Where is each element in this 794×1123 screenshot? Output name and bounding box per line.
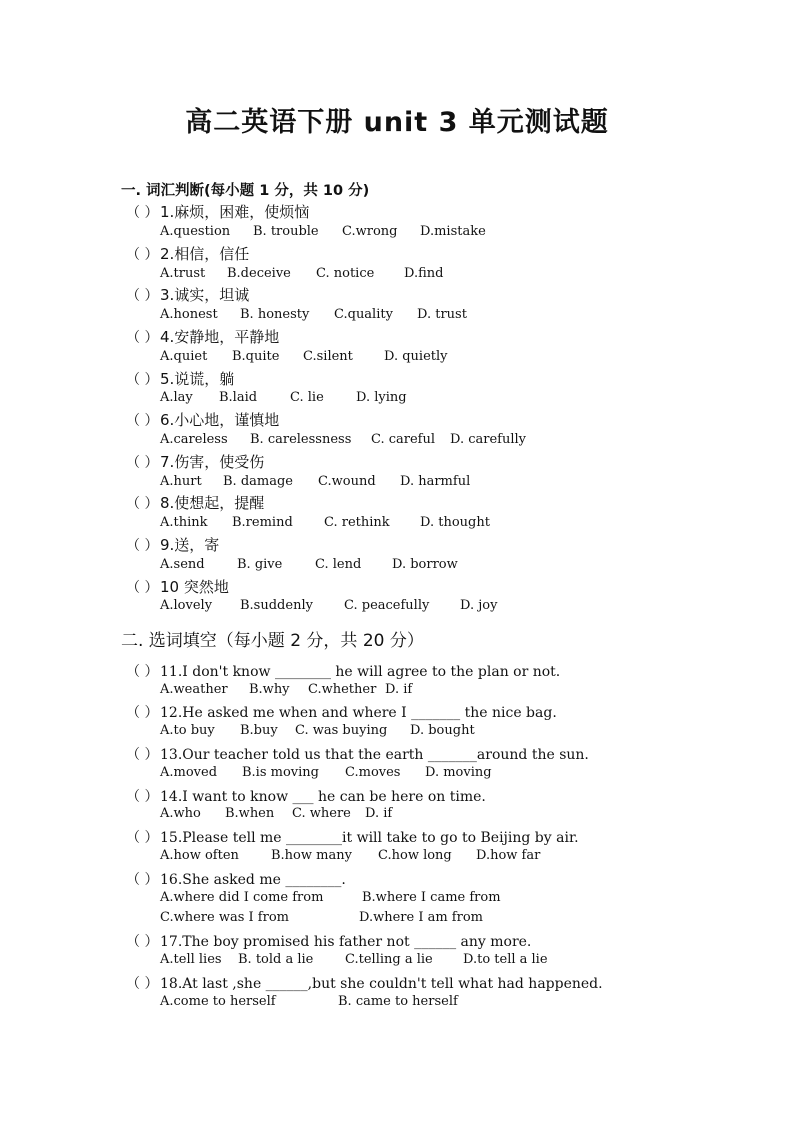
option-d: D. if <box>365 806 393 821</box>
option-b: B.remind <box>232 515 293 530</box>
option-a: A.where did I come from <box>160 890 324 905</box>
option-b: B.buy <box>240 723 278 738</box>
question-stem: 8.使想起，提醒 <box>160 494 265 512</box>
option-c: C. where <box>292 806 351 821</box>
option-b: B. trouble <box>253 224 319 239</box>
answer-bracket[interactable]: （ ） <box>126 789 159 805</box>
option-b: B. honesty <box>240 307 310 322</box>
question-stem: 5.说谎，躺 <box>160 370 235 388</box>
option-d: D. thought <box>420 515 490 530</box>
question-stem: 11.I don't know ________ he will agree to the plan or not. <box>160 664 561 680</box>
answer-bracket[interactable]: （ ） <box>126 288 159 304</box>
option-a: A.weather <box>160 682 228 697</box>
option-d: D. if <box>385 682 413 697</box>
option-d: D. carefully <box>450 432 527 447</box>
option-b: B.suddenly <box>240 598 313 613</box>
option-c: C. notice <box>316 266 375 281</box>
option-a: A.think <box>160 515 208 530</box>
option-b: B.deceive <box>227 266 291 281</box>
question-stem: 17.The boy promised his father not ______ any more. <box>160 934 532 950</box>
question-stem: 1.麻烦，困难，使烦恼 <box>160 203 310 221</box>
option-a: A.quiet <box>160 349 208 364</box>
option-b: B.laid <box>219 390 258 405</box>
option-b: B.why <box>249 682 290 697</box>
question-stem: 14.I want to know ___ he can be here on time. <box>160 789 486 805</box>
question-17 <box>126 931 531 951</box>
option-d: D. borrow <box>392 557 458 572</box>
question-10 <box>126 576 229 597</box>
option-a: A.lay <box>160 390 193 405</box>
answer-bracket[interactable]: （ ） <box>126 247 159 263</box>
question-13 <box>126 744 589 764</box>
option-d: D. harmful <box>400 474 471 489</box>
answer-bracket[interactable]: （ ） <box>126 664 159 680</box>
option-d: D.to tell a lie <box>463 952 548 967</box>
question-stem: 16.She asked me ________. <box>160 872 346 888</box>
answer-bracket[interactable]: （ ） <box>126 538 159 554</box>
answer-bracket[interactable]: （ ） <box>126 496 159 512</box>
option-d: D.how far <box>476 848 541 863</box>
option-d: D.where I am from <box>359 910 483 925</box>
question-15 <box>126 827 579 847</box>
option-c: C.whether <box>308 682 377 697</box>
option-b: B.where I came from <box>362 890 501 905</box>
option-b: B.when <box>225 806 275 821</box>
question-3 <box>126 284 249 305</box>
option-a: A.come to herself <box>160 994 276 1009</box>
question-4 <box>126 326 279 347</box>
option-c: C. careful <box>371 432 436 447</box>
option-c: C.moves <box>345 765 401 780</box>
question-stem: 13.Our teacher told us that the earth _______around the sun. <box>160 747 589 763</box>
option-d: D. joy <box>460 598 498 613</box>
answer-bracket[interactable]: （ ） <box>126 455 159 471</box>
question-9 <box>126 534 219 555</box>
question-stem: 15.Please tell me ________it will take to go to Beijing by air. <box>160 830 579 846</box>
option-b: B. came to herself <box>338 994 458 1009</box>
question-11 <box>126 661 560 681</box>
option-b: B. damage <box>223 474 293 489</box>
answer-bracket[interactable]: （ ） <box>126 705 159 721</box>
answer-bracket[interactable]: （ ） <box>126 747 159 763</box>
option-c: C.wrong <box>342 224 398 239</box>
question-5 <box>126 368 234 389</box>
option-c: C.how long <box>378 848 452 863</box>
option-b: B.quite <box>232 349 280 364</box>
question-stem: 4.安静地，平静地 <box>160 328 280 346</box>
option-c: C.where was I from <box>160 910 289 925</box>
option-c: C. was buying <box>295 723 388 738</box>
option-a: A.tell lies <box>160 952 222 967</box>
answer-bracket[interactable]: （ ） <box>126 413 159 429</box>
answer-bracket[interactable]: （ ） <box>126 580 159 596</box>
question-16 <box>126 869 346 889</box>
option-c: C.quality <box>334 307 393 322</box>
question-6 <box>126 409 279 430</box>
question-stem: 6.小心地，谨慎地 <box>160 411 280 429</box>
option-a: A.to buy <box>160 723 215 738</box>
answer-bracket[interactable]: （ ） <box>126 976 159 992</box>
option-d: D. bought <box>410 723 475 738</box>
answer-bracket[interactable]: （ ） <box>126 934 159 950</box>
option-a: A.trust <box>160 266 206 281</box>
option-d: D. trust <box>417 307 467 322</box>
question-stem: 7.伤害，使受伤 <box>160 453 265 471</box>
answer-bracket[interactable]: （ ） <box>126 830 159 846</box>
option-c: C. lie <box>290 390 324 405</box>
option-b: B. told a lie <box>238 952 314 967</box>
question-stem: 10 突然地 <box>160 578 229 596</box>
answer-bracket[interactable]: （ ） <box>126 330 159 346</box>
question-7 <box>126 451 264 472</box>
question-stem: 12.He asked me when and where I _______ the nice bag. <box>160 705 557 721</box>
question-1 <box>126 201 309 222</box>
option-a: A.hurt <box>160 474 202 489</box>
option-d: D.mistake <box>420 224 486 239</box>
option-a: A.honest <box>160 307 218 322</box>
answer-bracket[interactable]: （ ） <box>126 205 159 221</box>
option-a: A.lovely <box>160 598 213 613</box>
question-stem: 9.送，寄 <box>160 536 220 554</box>
option-c: C. peacefully <box>344 598 430 613</box>
option-a: A.how often <box>160 848 239 863</box>
question-stem: 18.At last ,she ______,but she couldn't tell what had happened. <box>160 976 603 992</box>
option-b: B. carelessness <box>250 432 352 447</box>
question-12 <box>126 702 557 722</box>
page-title: 高二英语下册 unit 3 单元测试题 <box>185 107 609 138</box>
question-stem: 3.诚实，坦诚 <box>160 286 250 304</box>
option-c: C. lend <box>315 557 362 572</box>
question-stem: 2.相信，信任 <box>160 245 250 263</box>
option-c: C.silent <box>303 349 353 364</box>
option-b: B. give <box>237 557 283 572</box>
option-d: D.find <box>404 266 444 281</box>
answer-bracket[interactable]: （ ） <box>126 872 159 888</box>
option-d: D. moving <box>425 765 492 780</box>
option-c: C. rethink <box>324 515 390 530</box>
question-18 <box>126 973 603 993</box>
section1-heading: 一. 词汇判断(每小题 1 分，共 10 分) <box>121 183 370 199</box>
option-a: A.careless <box>160 432 228 447</box>
option-d: D. lying <box>356 390 407 405</box>
option-a: A.question <box>160 224 231 239</box>
option-a: A.who <box>160 806 201 821</box>
section2-heading: 二. 选词填空（每小题 2 分，共 20 分） <box>121 631 424 651</box>
option-c: C.wound <box>318 474 376 489</box>
option-a: A.send <box>160 557 205 572</box>
question-8 <box>126 492 264 513</box>
question-2 <box>126 243 249 264</box>
option-a: A.moved <box>160 765 218 780</box>
option-b: B.how many <box>271 848 352 863</box>
option-d: D. quietly <box>384 349 448 364</box>
option-b: B.is moving <box>242 765 319 780</box>
answer-bracket[interactable]: （ ） <box>126 372 159 388</box>
question-14 <box>126 786 486 806</box>
option-c: C.telling a lie <box>345 952 433 967</box>
